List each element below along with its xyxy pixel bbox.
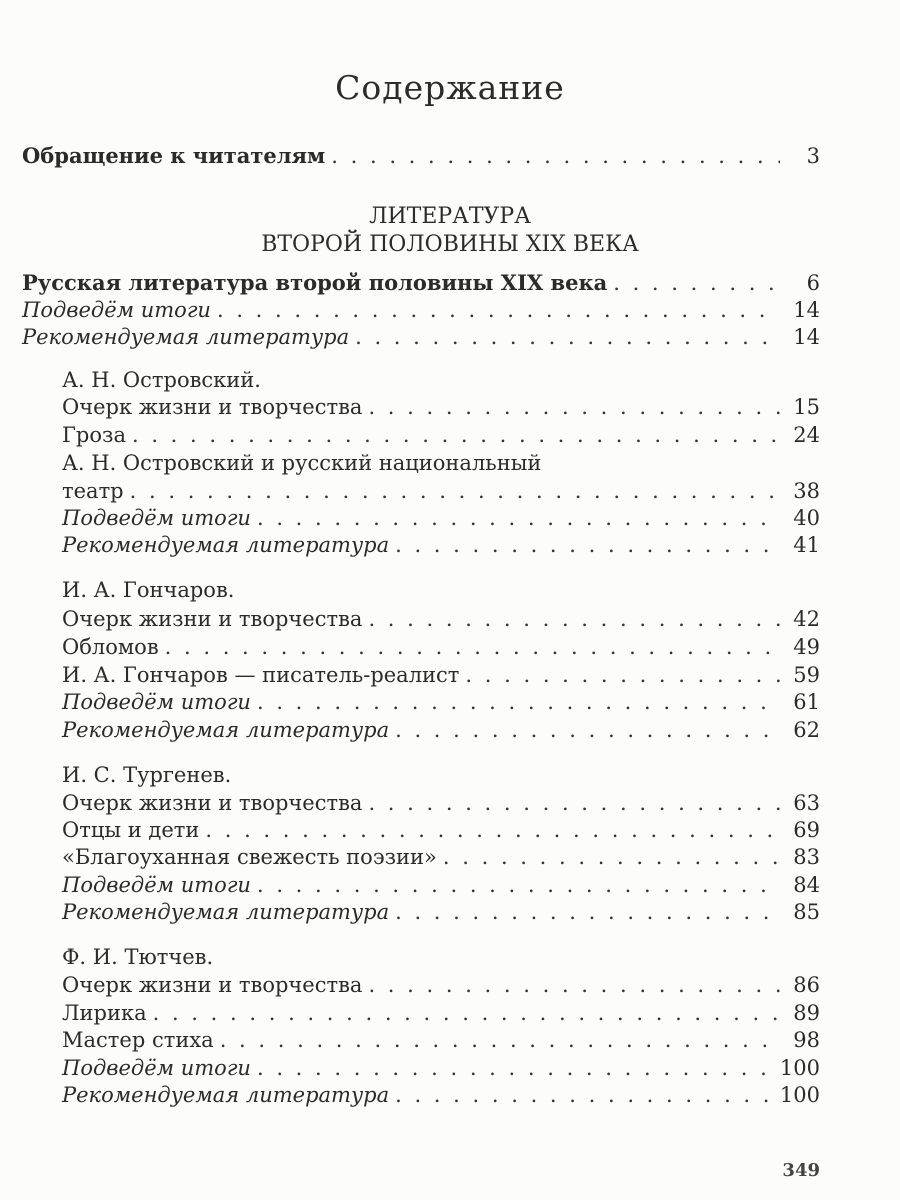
toc-entry — [22, 270, 820, 298]
toc-entry-title: Мастер стиха — [62, 1028, 214, 1052]
toc-entry-title: Очерк жизни и творчества — [62, 973, 363, 997]
section-heading-line-1: ЛИТЕРАТУРА — [369, 204, 531, 229]
toc-entry — [62, 451, 820, 479]
dot-leader — [205, 818, 780, 842]
toc-entry — [62, 607, 820, 635]
dot-leader — [395, 533, 780, 557]
toc-entry — [62, 635, 820, 663]
toc-entry-title: Обломов — [62, 635, 159, 659]
toc-entry-page: 40 — [793, 506, 820, 530]
section-heading-line-2: ВТОРОЙ ПОЛОВИНЫ XIX ВЕКА — [261, 232, 639, 257]
page-title: Содержание — [335, 68, 565, 107]
toc-entry-page: 6 — [806, 271, 820, 295]
toc-entry-title: Подведём итоги — [62, 873, 251, 897]
toc-entry — [62, 718, 820, 746]
dot-leader — [165, 635, 780, 659]
toc-entry-title: Отцы и дети — [62, 818, 200, 842]
toc-entry-page: 86 — [793, 973, 820, 997]
toc-entry-page: 85 — [793, 900, 820, 924]
dot-leader — [355, 325, 780, 349]
toc-entry-title: театр — [62, 479, 124, 503]
toc-entry — [62, 578, 820, 606]
toc-entry-title: Обращение к читателям — [22, 143, 326, 168]
dot-leader — [257, 690, 780, 714]
toc-entry-title: «Благоуханная свежесть поэзии» — [62, 845, 437, 869]
toc-entry-page: 61 — [793, 690, 820, 714]
toc-entry — [62, 900, 820, 928]
dot-leader — [368, 395, 780, 419]
toc-entry — [22, 143, 820, 171]
toc-entry-page: 14 — [793, 298, 820, 322]
toc-entry-title: И. А. Гончаров — писатель-реалист — [62, 663, 460, 687]
toc-entry-page: 100 — [779, 1056, 820, 1080]
toc-entry — [62, 873, 820, 901]
toc-entry — [62, 1001, 820, 1029]
toc-entry-page: 38 — [793, 479, 820, 503]
dot-leader — [331, 144, 780, 168]
dot-leader — [443, 845, 780, 869]
toc-entry-title: Рекомендуемая литература — [62, 900, 390, 924]
dot-leader — [153, 1001, 780, 1025]
toc-entry — [62, 690, 820, 718]
dot-leader — [465, 663, 780, 687]
toc-entry — [62, 1028, 820, 1056]
toc-entry — [22, 298, 820, 326]
dot-leader — [395, 900, 780, 924]
toc-entry-title: Очерк жизни и творчества — [62, 395, 363, 419]
toc-entry-page: 84 — [793, 873, 820, 897]
toc-entry — [22, 325, 820, 353]
toc-entry-page: 83 — [793, 845, 820, 869]
toc-entry — [62, 1056, 820, 1084]
toc-entry-page: 14 — [793, 325, 820, 349]
toc-entry-title: Лирика — [62, 1001, 147, 1025]
dot-leader — [130, 479, 780, 503]
toc-entry-page: 100 — [779, 1083, 820, 1107]
toc-entry-page: 49 — [793, 635, 820, 659]
dot-leader — [257, 873, 780, 897]
toc-entry-title: Рекомендуемая литература — [62, 1083, 390, 1107]
toc-entry-title: Очерк жизни и творчества — [62, 607, 363, 631]
toc-entry-page: 63 — [793, 791, 820, 815]
toc-entry-page: 89 — [793, 1001, 820, 1025]
toc-entry-title: И. С. Тургенев. — [62, 763, 232, 787]
toc-entry — [62, 506, 820, 534]
toc-entry — [62, 395, 820, 423]
toc-entry — [62, 791, 820, 819]
toc-entry-title: Подведём итоги — [62, 690, 251, 714]
toc-entry — [62, 1083, 820, 1111]
dot-leader — [217, 298, 780, 322]
toc-entry-title: Подведём итоги — [22, 298, 211, 322]
toc-entry — [62, 423, 820, 451]
dot-leader — [368, 791, 780, 815]
toc-entry-title: Гроза — [62, 423, 126, 447]
dot-leader — [395, 718, 780, 742]
toc-entry-title: Рекомендуемая литература — [62, 718, 390, 742]
toc-entry-page: 24 — [793, 423, 820, 447]
toc-entry-page: 15 — [793, 395, 820, 419]
dot-leader — [613, 271, 780, 295]
toc-entry-page: 59 — [793, 663, 820, 687]
toc-entry-page: 42 — [793, 607, 820, 631]
dot-leader — [395, 1083, 774, 1107]
page-number: 349 — [782, 1160, 820, 1181]
toc-entry-title: Рекомендуемая литература — [62, 533, 390, 557]
toc-entry-page: 3 — [806, 144, 820, 168]
toc-entry-page: 69 — [793, 818, 820, 842]
dot-leader — [368, 973, 780, 997]
dot-leader — [368, 607, 780, 631]
toc-entry-title: А. Н. Островский и русский национальный — [62, 451, 542, 475]
toc-entry-title: Русская литература второй половины XIX века — [22, 270, 608, 295]
dot-leader — [132, 423, 780, 447]
toc-entry-title: Ф. И. Тютчев. — [62, 945, 214, 969]
toc-entry — [62, 663, 820, 691]
toc-entry-page: 62 — [793, 718, 820, 742]
toc-entry — [62, 479, 820, 507]
toc-entry-title: Подведём итоги — [62, 1056, 251, 1080]
toc-entry-page: 41 — [793, 533, 820, 557]
toc-entry-page: 98 — [793, 1028, 820, 1052]
dot-leader — [257, 506, 780, 530]
dot-leader — [220, 1028, 780, 1052]
dot-leader — [257, 1056, 774, 1080]
toc-entry — [62, 533, 820, 561]
toc-entry — [62, 945, 820, 973]
toc-entry-title: Очерк жизни и творчества — [62, 791, 363, 815]
toc-entry — [62, 973, 820, 1001]
toc-entry-title: Рекомендуемая литература — [22, 325, 350, 349]
toc-entry — [62, 845, 820, 873]
toc-entry — [62, 763, 820, 791]
toc-entry-title: Подведём итоги — [62, 506, 251, 530]
toc-entry-title: А. Н. Островский. — [62, 368, 261, 392]
toc-entry-title: И. А. Гончаров. — [62, 578, 235, 602]
toc-entry — [62, 818, 820, 846]
toc-entry — [62, 368, 820, 396]
